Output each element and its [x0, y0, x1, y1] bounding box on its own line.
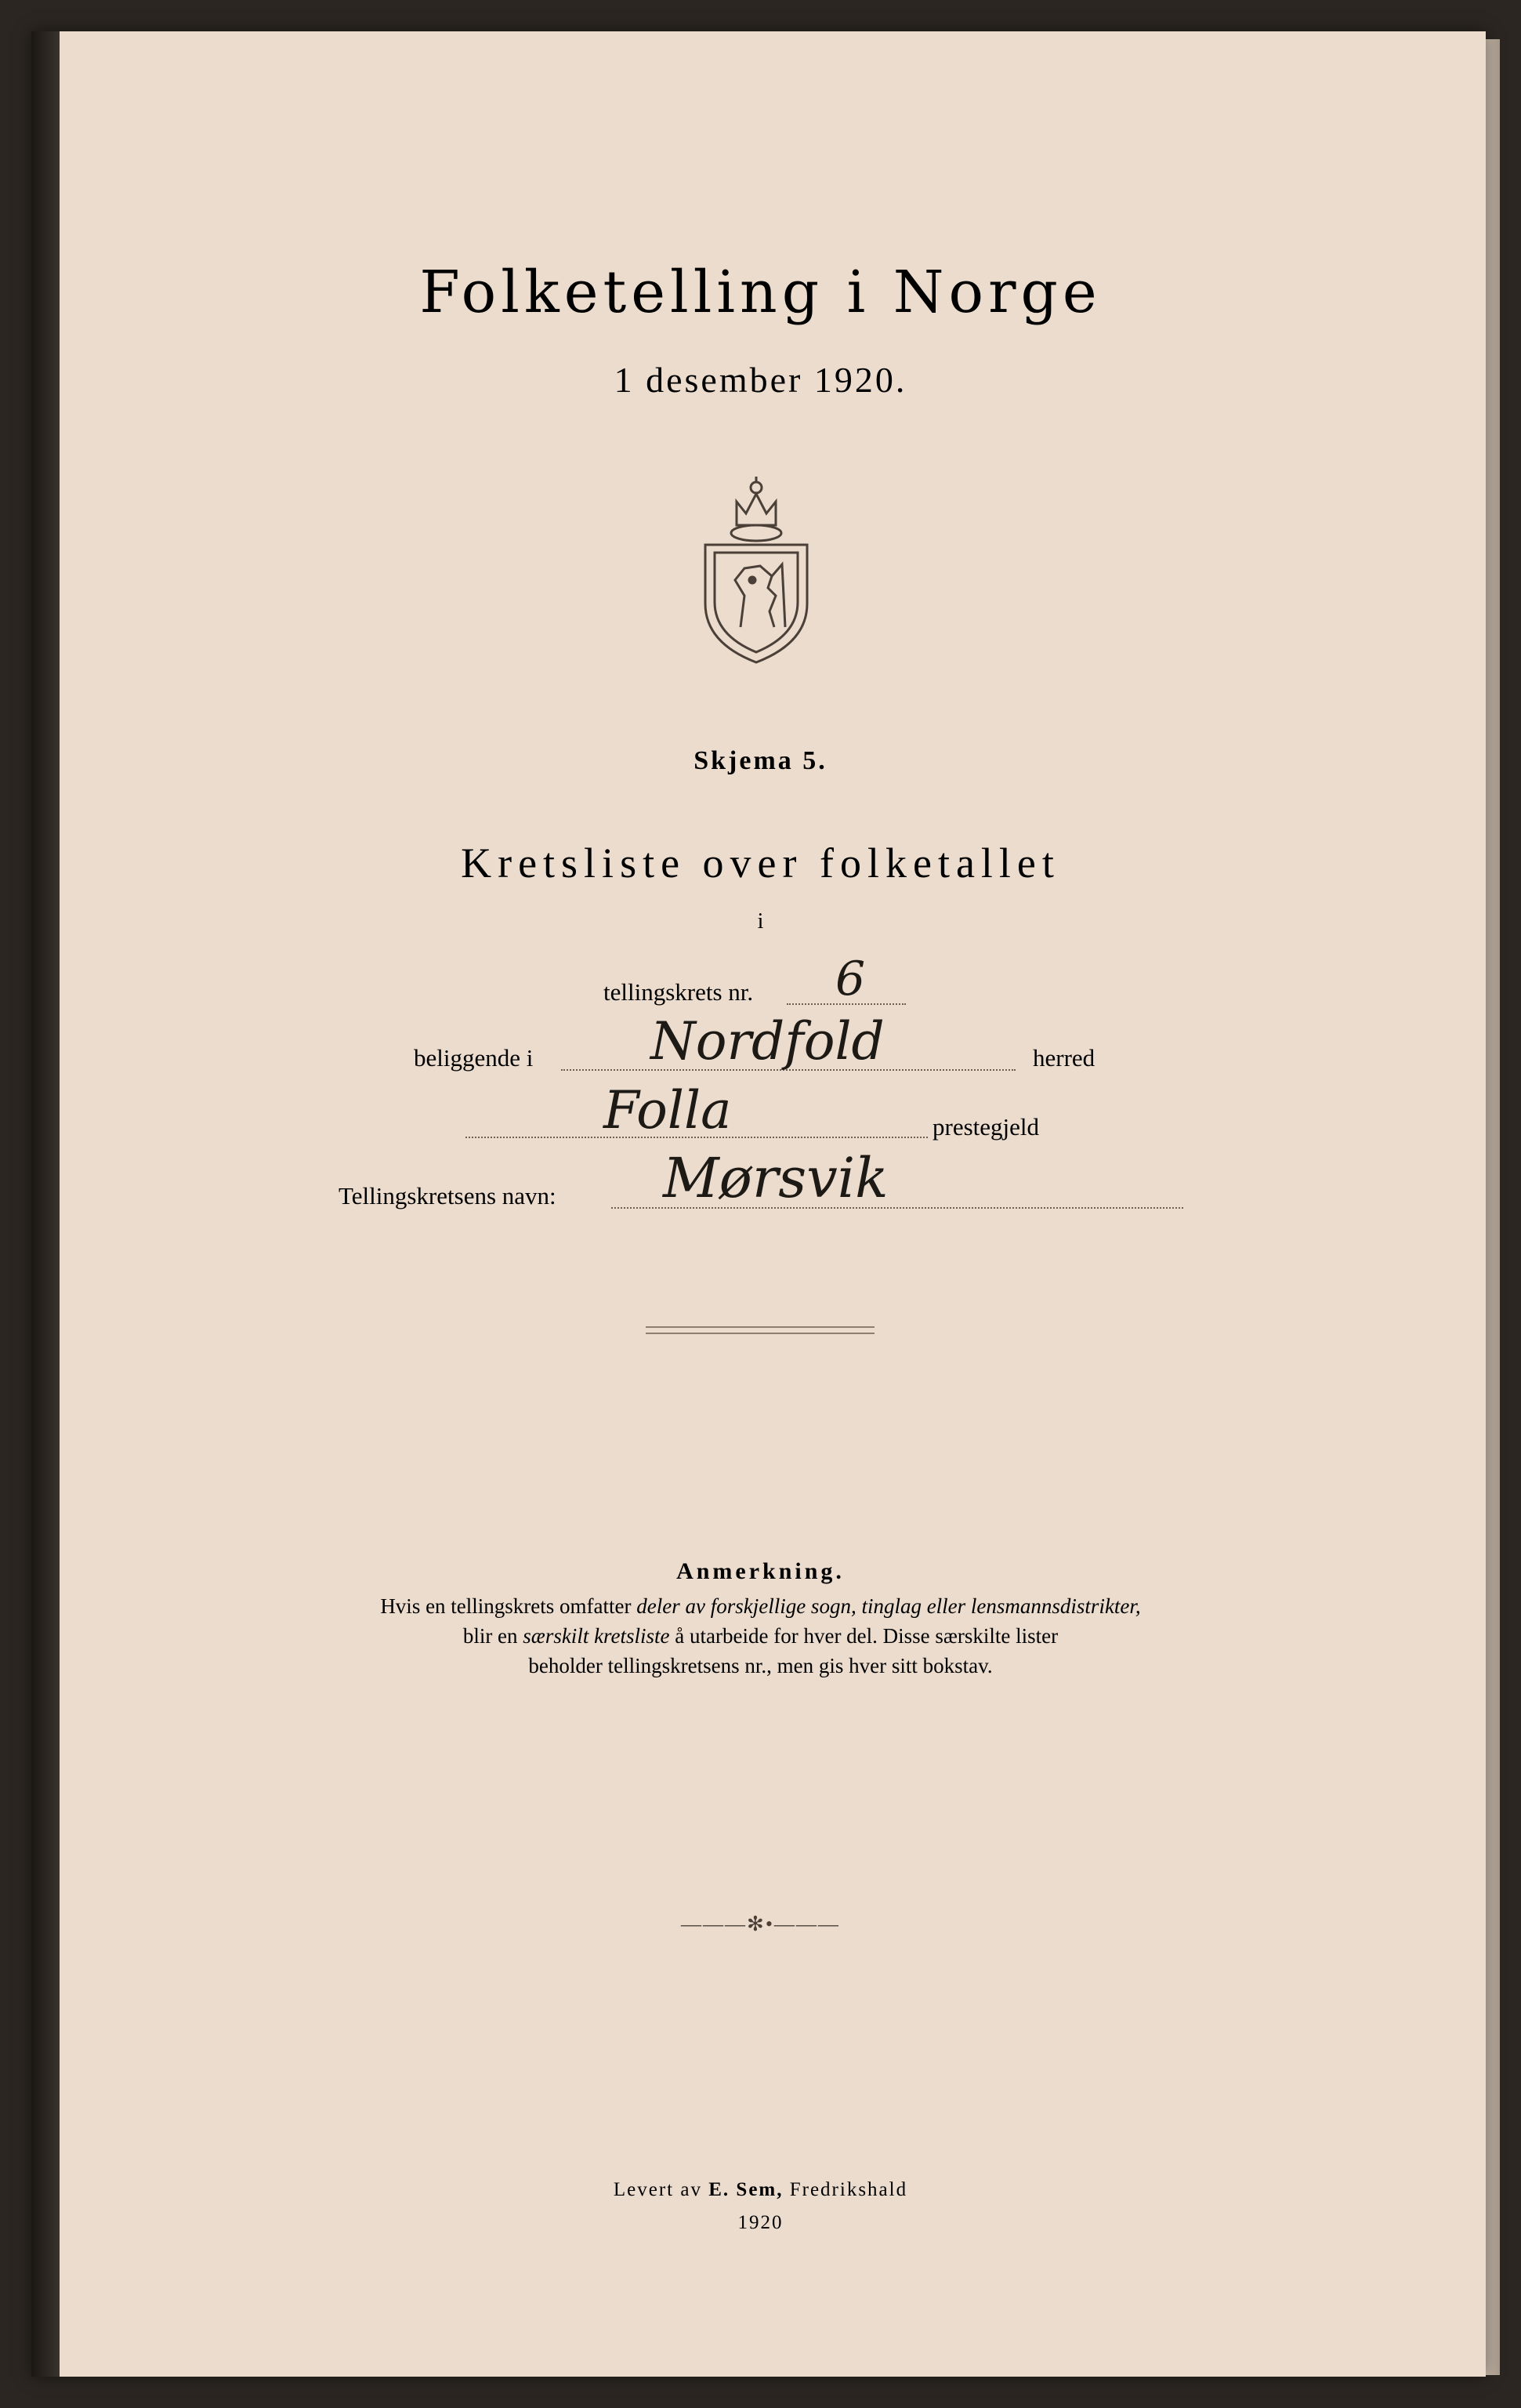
herred-value: Nordfold	[650, 1011, 885, 1072]
page-title: Folketelling i Norge	[419, 259, 1102, 326]
form-heading: Kretsliste over folketallet	[461, 840, 1060, 887]
note-line-2-text: blir en	[462, 1624, 518, 1648]
tellingskrets-number-value: 6	[835, 952, 866, 1006]
printer-name: E. Sem,	[708, 2179, 784, 2200]
note-line-2-italic: særskilt kretsliste	[523, 1624, 670, 1648]
connector-word: i	[757, 909, 764, 934]
note-line-3: beholder tellingskretsens nr., men gis hver sitt bokstav.	[528, 1654, 993, 1677]
herred-label: herred	[1033, 1044, 1095, 1072]
beliggende-label: beliggende i	[414, 1044, 534, 1072]
section-divider	[646, 1326, 875, 1334]
coat-of-arms-icon	[697, 470, 815, 666]
tellingskrets-label: tellingskrets nr.	[603, 978, 754, 1006]
printer-year: 1920	[737, 2212, 784, 2233]
note-line-1	[0, 1594, 1521, 1619]
kretsnavn-value: Mørsvik	[663, 1146, 889, 1210]
note-line-2	[0, 1624, 1521, 1648]
note-title: Anmerkning.	[676, 1558, 845, 1584]
page-subtitle: 1 desember 1920.	[614, 360, 907, 400]
prestegjeld-value: Folla	[603, 1080, 732, 1141]
kretsnavn-label: Tellingskretsens navn:	[339, 1182, 556, 1209]
note-line-2-end: å utarbeide for hver del. Disse særskilte lister	[675, 1624, 1059, 1648]
printer-line	[0, 2179, 1521, 2201]
note-line-1-text: Hvis en tellingskrets omfatter	[380, 1594, 632, 1618]
ornament-icon: ———✻•———	[681, 1913, 840, 1935]
printer-city: Fredrikshald	[789, 2179, 908, 2200]
schema-number: Skjema 5.	[694, 746, 827, 775]
printer-prefix: Levert av	[613, 2179, 702, 2200]
note-line-1-italic: deler av forskjellige sogn, tinglag eller lensmannsdistrikter,	[636, 1594, 1141, 1618]
prestegjeld-label: prestegjeld	[933, 1113, 1040, 1141]
